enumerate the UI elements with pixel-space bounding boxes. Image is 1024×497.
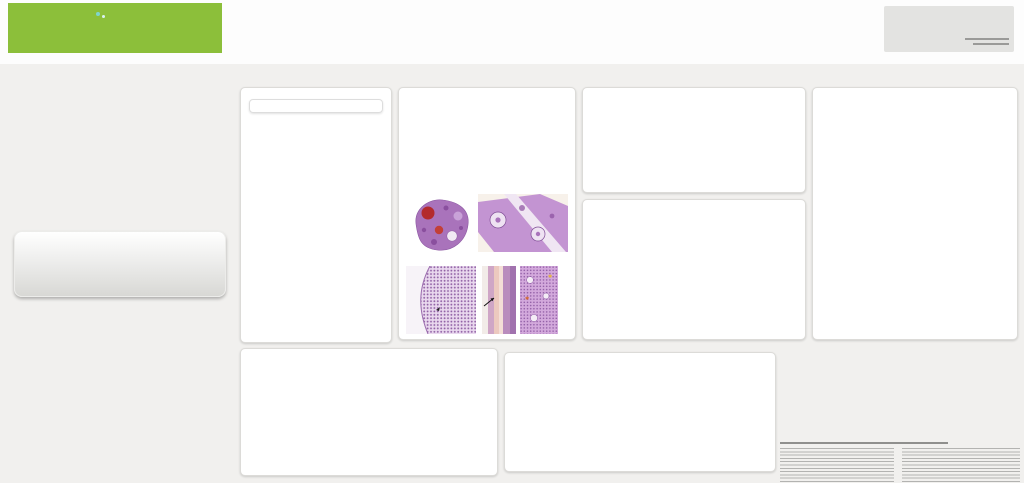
micrograph-d2-uterine-mucosa: [520, 266, 558, 339]
figure3-plots: [821, 97, 1009, 99]
scan-box-text-line: [973, 43, 1009, 46]
part1-card: [240, 87, 392, 343]
table2-card: [582, 199, 806, 340]
figure4-card: [504, 352, 776, 472]
objective-card: [14, 231, 226, 297]
figure2-micrographs: [406, 188, 570, 336]
scan-box-text-line: [965, 38, 1009, 41]
header: [0, 0, 1024, 64]
figure1-card: [249, 99, 383, 113]
svg-text:✱: ✱: [548, 274, 553, 280]
micrograph-c-primordial-follicle: [406, 266, 476, 339]
scan-box: [884, 6, 1014, 52]
references-column-illegible: [902, 448, 1020, 483]
table1-card: [582, 87, 806, 193]
figure2-card: [398, 87, 576, 340]
micrograph-d1-cervical-mucosa: [482, 266, 516, 339]
svg-text:✱: ✱: [525, 296, 530, 302]
figure3-card: [812, 87, 1018, 340]
page-margin: [0, 483, 1024, 497]
references-column-illegible: [780, 448, 894, 483]
micrograph-b-ovary-follicles: [478, 194, 568, 257]
acknowledgements-line-illegible: [780, 442, 948, 444]
micrograph-a-ovary: [406, 194, 474, 261]
part2-card: [240, 348, 498, 476]
logo-dot-icon: [102, 15, 105, 18]
logo-dot-icon: [96, 12, 100, 16]
toxstrategies-logo: [8, 3, 222, 53]
